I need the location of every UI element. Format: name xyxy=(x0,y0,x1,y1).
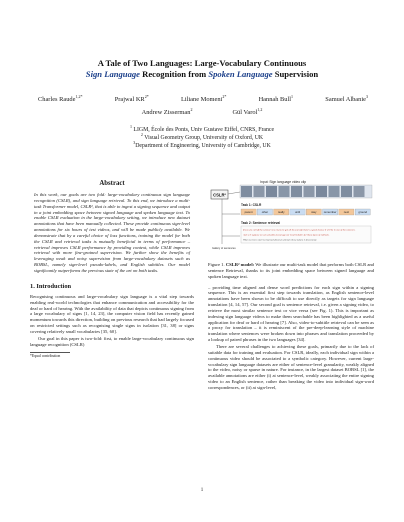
video-frame xyxy=(266,186,277,197)
figure-1-diagram xyxy=(208,178,374,258)
affiliation: $^1$ LIGM, École des Ponts, Univ Gustave Eiffel, CNRS, France xyxy=(129,124,275,133)
page-number: 1 xyxy=(200,488,204,493)
affiliation: $^3$Department of Engineering, University of Cambridge, UK xyxy=(133,139,271,149)
video-frame xyxy=(241,186,252,197)
author-row-1 xyxy=(14,93,390,104)
retrieval-sentence: If you are cut-off the summer now, if you've got all by yourself, there's a good chance it will be in one of the summers. xyxy=(243,228,356,232)
left-column xyxy=(30,180,194,358)
right-paragraph-1: – providing time aligned and dense word predictions for each sign within a signing sequence. This is an essential first step towards translation, as English sentence-level annotations have been shown to be difficult to use directly as targets for sign language translation [4, 14, 57]. Our second goal is sentence retrieval, i.e. given a signing video, to retrieve the most similar sentence text or vice versa (see Fig. 1). This is important as indexing sign language videos to make them searchable has been highlighted as a useful application for deaf or hard of hearing [7]. Also, video-to-subtitle retrieval can be seen as a proxy for translation – it is reminiscent of the pre-deep-learning style of machine translation where sentences were broken down into phrases and translation proceeded by a lookup of paired phrases in the two languages [34]. xyxy=(208,284,374,343)
right-paragraph-2: There are several challenges to achieving these goals, primarily due to the lack of suitable data for training and evaluation. For CSLR, ideally, each individual sign within a continuous video should be associated to a symbolic category. However, current large-vocabulary sign language datasets are either of sentence-level granularity, weakly aligned to the video, noisy or sparse in nature. For instance, in the largest dataset BOBSL [1], the available annotations are either (i) at sentence-level, weakly associating the entire signing video to an English sentence, rather than breaking the video into individual sign-word correspondences, or (ii) at sign-level, xyxy=(208,343,374,390)
footnote-rule xyxy=(30,352,70,353)
retrieval-sentence: And so I suppose we can actually encourage our local builders for these types of methods. xyxy=(243,233,330,237)
author: Gül Varol$^{1,2}$ xyxy=(232,106,263,116)
cslr-word-label: ground xyxy=(358,210,368,215)
model-label: CSLR² xyxy=(213,192,226,198)
figure-1 xyxy=(208,178,374,258)
task2-label: Task 2: Sentence retrieval xyxy=(241,221,281,225)
title-line-2 xyxy=(20,69,384,80)
author: Hannah Bull$^1$ xyxy=(258,93,294,103)
video-frames xyxy=(240,185,372,198)
abstract-heading: Abstract xyxy=(99,180,125,187)
video-frame xyxy=(329,186,340,197)
author: Andrew Zisserman$^2$ xyxy=(141,106,193,116)
author: Charles Raude$^{1,2*}$ xyxy=(38,93,83,103)
affiliation: $^2$ Visual Geometry Group, University of Oxford, UK xyxy=(140,131,264,141)
footnote: *Equal contribution xyxy=(30,354,61,359)
intro-paragraph-1: Recognising continuous and large-vocabulary sign language is a vital step towards enabling real-world technologies that enhance communication and accessibility for the deaf or hard of hearing. With the availability of data that depicts continuous signing from a large vocabulary of signs [1, 14, 23], the computer vision field has recently gained momentum towards this direction, building on previous research that had largely focused on restricted settings such as recognising single signs in isolation [31, 38] or signs covering relatively small vocabularies [35, 60]. xyxy=(30,293,194,334)
paper-title xyxy=(20,58,384,79)
right-column xyxy=(208,178,374,391)
author: Liliane Momeni$^{2*}$ xyxy=(180,93,227,103)
affiliations xyxy=(20,124,384,150)
cslr-word-label: next xyxy=(343,210,350,215)
author: Prajwal $KR^{2*}$ xyxy=(114,93,149,103)
abstract-text: In this work, our goals are two fold: large-vocabulary continuous sign language recognition (CSLR), and sign language retrieval. To this end, we introduce a multi-task Transformer model, CSLR², that is able to ingest a signing sequence and output in a joint embedding space between signed language and spoken language text. To enable CSLR evaluation in the large-vocabulary setting, we introduce new dataset annotations that have been manually collected. These provide continuous sign-level annotations for six hours of test videos, and will be made publicly available. We demonstrate that by a careful choice of loss functions, training the model for both the CSLR and retrieval tasks is mutually beneficial in terms of performance – retrieval improves CSLR performance by providing context, while CSLR improves retrieval with more fine-grained supervision. We further show the benefits of leveraging weak and noisy supervision from large-vocabulary datasets such as BOBSL, namely sign-level pseudo-labels, and English subtitles. Our model significantly outperforms the previous state of the art on both tasks. xyxy=(34,192,190,273)
right-body xyxy=(208,285,374,391)
task1-label: Task 1: CSLR xyxy=(241,203,262,207)
cslr-word-label: remember xyxy=(323,210,337,215)
cslr-word-label: other xyxy=(261,210,269,215)
cslr-word-row xyxy=(241,209,370,215)
cslr-word-label: stay xyxy=(311,210,317,215)
cslr-word-label: really xyxy=(277,210,285,215)
gallery-label: Gallery of sentences xyxy=(212,247,236,250)
section-heading-introduction: 1. Introduction xyxy=(30,282,72,290)
title-recognition-from: Recognition from xyxy=(140,68,209,79)
title-line-1: A Tale of Two Languages: Large-Vocabulary Continuous xyxy=(97,58,307,68)
figure-caption: Figure 1. CSLR² model: We illustrate our multi-task model that performs both CSLR and sentence Retrieval, thanks to its joint embedding space between signed language and spoken language text. xyxy=(208,262,374,279)
cslr-word-label: until xyxy=(294,210,301,215)
author-list xyxy=(14,93,390,117)
video-frame xyxy=(304,186,315,197)
video-frame xyxy=(291,186,302,197)
connector-line xyxy=(228,192,240,194)
author: Samuel Albanie$^3$ xyxy=(325,93,368,103)
video-frame xyxy=(354,186,365,197)
author-row-2 xyxy=(14,106,390,117)
intro-paragraph-2: Our goal in this paper is two-fold: first, to enable large-vocabulary continuous sign language recognition (CSLR) xyxy=(30,335,194,347)
video-frame xyxy=(254,186,265,197)
title-supervision: Supervision xyxy=(272,68,319,79)
video-frame xyxy=(316,186,327,197)
title-spoken-language: Spoken Language xyxy=(208,68,273,79)
figure-input-label: Input: Sign language video clip xyxy=(260,180,307,184)
retrieval-sentence: When we try to start we learned about an animal whose nature is discovered. xyxy=(243,238,317,242)
title-sign-language: Sign Language xyxy=(85,68,140,79)
cslr-word-label: parent xyxy=(244,210,253,215)
video-frame xyxy=(279,186,290,197)
video-frame xyxy=(341,186,352,197)
